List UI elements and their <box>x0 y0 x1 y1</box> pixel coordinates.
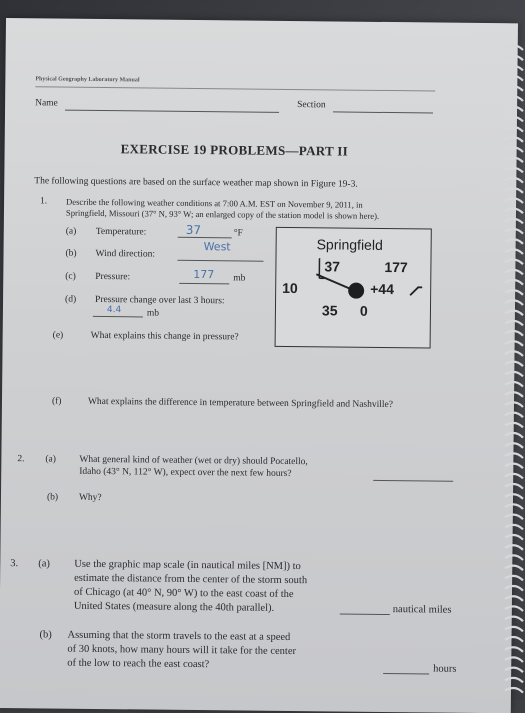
spiral-coil <box>505 219 523 224</box>
q3a-line3: of Chicago (at 40° N, 90° W) to the east coast of the <box>74 587 294 600</box>
spiral-coil <box>505 545 523 550</box>
q1d-label: (d) <box>65 295 76 305</box>
spiral-coil <box>505 280 523 285</box>
q3a-answer-line[interactable] <box>340 614 390 616</box>
q2b-label: (b) <box>47 492 58 502</box>
q1c-label: (c) <box>65 272 76 282</box>
section-label: Section <box>297 100 326 110</box>
spiral-coil <box>505 127 523 132</box>
spiral-coil <box>505 453 523 458</box>
name-label: Name <box>35 98 58 108</box>
station-circle-icon <box>348 283 364 299</box>
q3a-unit: nautical miles <box>393 604 452 616</box>
q1a-handwritten-answer: 37 <box>186 223 201 237</box>
spiral-coil <box>505 300 523 305</box>
q2b-text: Why? <box>79 493 102 503</box>
q1f-label: (f) <box>52 397 62 407</box>
manual-header: Physical Geography Laboratory Manual <box>35 76 139 83</box>
spiral-coil <box>505 198 523 203</box>
spiral-coil <box>505 637 523 642</box>
spiral-coil <box>505 392 523 397</box>
spiral-coil <box>505 158 523 163</box>
spiral-coil <box>505 260 523 265</box>
spiral-coil <box>505 341 523 346</box>
station-precip: 0 <box>360 303 368 319</box>
q3b-line2: of 30 knots, how many hours will it take for the center <box>67 644 296 657</box>
spiral-coil <box>505 433 523 438</box>
spiral-coil <box>505 331 523 336</box>
spiral-coil <box>505 596 523 601</box>
section-field-line[interactable] <box>333 111 433 113</box>
q1d-unit: mb <box>147 308 159 318</box>
q3b-answer-line[interactable] <box>383 673 429 674</box>
q3a-line1: Use the graphic map scale (in nautical miles [NM]) to <box>74 559 301 572</box>
station-temperature: 37 <box>324 258 340 274</box>
spiral-coil <box>505 413 523 418</box>
spiral-coil <box>505 362 523 367</box>
station-model-box <box>275 227 432 349</box>
spiral-coil <box>505 351 523 356</box>
spiral-coil <box>505 56 523 61</box>
spiral-coil <box>505 86 523 91</box>
q1a-unit: °F <box>234 228 243 238</box>
spiral-coil <box>505 576 523 581</box>
spiral-coil <box>505 668 523 673</box>
spiral-coil <box>505 382 523 387</box>
spiral-coil <box>505 423 523 428</box>
station-dew-point: 35 <box>322 302 338 318</box>
spiral-coil <box>505 239 523 244</box>
q3-number: 3. <box>10 558 18 569</box>
spiral-coil <box>505 270 523 275</box>
q1b-handwritten-answer: West <box>204 240 231 253</box>
spiral-coil <box>505 586 523 591</box>
q1a-text: Temperature: <box>96 227 147 238</box>
spiral-coil <box>505 688 523 693</box>
pressure-tendency-icon <box>410 287 422 295</box>
q1-text-line1: Describe the following weather conditions at 7:00 A.M. EST on November 9, 2011, in <box>66 197 363 210</box>
q1-text-line2: Springfield, Missouri (37° N, 93° W; an enlarged copy of the station model is shown here). <box>66 208 379 221</box>
spiral-coil <box>505 209 523 214</box>
worksheet-page <box>0 18 518 713</box>
q1c-unit: mb <box>233 273 245 283</box>
q2a-label: (a) <box>45 454 56 464</box>
header-rule <box>35 86 435 91</box>
spiral-coil <box>505 45 523 50</box>
spiral-coil <box>505 107 523 112</box>
spiral-coil <box>505 606 523 611</box>
q3b-line1: Assuming that the storm travels to the east at a speed <box>67 630 290 643</box>
q3a-line2: estimate the distance from the center of the storm south <box>74 573 307 586</box>
spiral-coil <box>505 504 523 509</box>
spiral-coil <box>505 627 523 632</box>
q3b-label: (b) <box>39 629 51 640</box>
spiral-coil <box>505 484 523 489</box>
q1b-text: Wind direction: <box>95 249 155 260</box>
q2a-text-line2: Idaho (43° N, 112° W), expect over the next few hours? <box>79 467 291 479</box>
q1b-answer-line[interactable] <box>177 260 263 262</box>
spiral-coil <box>505 188 523 193</box>
spiral-coil <box>505 515 523 520</box>
spiral-coil <box>505 555 523 560</box>
exercise-title: EXERCISE 19 PROBLEMS—PART II <box>121 141 349 159</box>
spiral-coil <box>505 617 523 622</box>
q1-number: 1. <box>40 196 47 206</box>
name-field-line[interactable] <box>65 110 279 113</box>
station-visibility: 10 <box>282 280 298 296</box>
spiral-coil <box>505 229 523 234</box>
q3b-unit: hours <box>433 664 456 675</box>
wind-shaft <box>316 274 352 289</box>
spiral-coil <box>505 464 523 469</box>
q1a-answer-line[interactable] <box>178 237 232 239</box>
spiral-coil <box>505 402 523 407</box>
q2-number: 2. <box>17 454 24 464</box>
q1a-label: (a) <box>66 227 77 237</box>
station-pressure: 177 <box>384 259 408 275</box>
q1c-text: Pressure: <box>95 272 130 282</box>
station-city: Springfield <box>317 236 383 253</box>
q1e-text: What explains this change in pressure? <box>91 331 239 343</box>
q3b-line3: of the low to reach the east coast? <box>67 658 209 670</box>
q1c-answer-line[interactable] <box>179 283 229 285</box>
spiral-coil <box>505 372 523 377</box>
q1e-label: (e) <box>53 331 64 341</box>
station-model-symbols <box>276 228 431 348</box>
q1d-handwritten-answer: 4.4 <box>107 305 121 315</box>
spiral-coil <box>505 178 523 183</box>
spiral-coil <box>505 566 523 571</box>
spiral-binding <box>503 40 525 700</box>
spiral-coil <box>505 117 523 122</box>
q1c-handwritten-answer: 177 <box>193 268 214 281</box>
q1f-text: What explains the difference in temperature between Springfield and Nashville? <box>88 397 393 410</box>
spiral-coil <box>505 443 523 448</box>
spiral-coil <box>505 678 523 683</box>
spiral-coil <box>505 66 523 71</box>
spiral-coil <box>505 96 523 101</box>
spiral-coil <box>505 657 523 662</box>
q3a-label: (a) <box>38 558 50 569</box>
q1b-label: (b) <box>65 249 76 259</box>
spiral-coil <box>505 137 523 142</box>
spiral-coil <box>505 474 523 479</box>
spiral-coil <box>505 76 523 81</box>
spiral-coil <box>505 147 523 152</box>
q2a-text-line1: What general kind of weather (wet or dry) should Pocatello, <box>79 455 308 467</box>
spiral-coil <box>505 168 523 173</box>
spiral-coil <box>505 321 523 326</box>
spiral-coil <box>505 647 523 652</box>
spiral-coil <box>505 494 523 499</box>
intro-text: The following questions are based on the surface weather map shown in Figure 19-3. <box>34 176 358 189</box>
q1d-answer-line[interactable] <box>93 316 143 318</box>
spiral-coil <box>505 290 523 295</box>
q1d-text: Pressure change over last 3 hours: <box>95 295 225 306</box>
spiral-coil <box>505 535 523 540</box>
spiral-coil <box>505 525 523 530</box>
q2a-answer-line[interactable] <box>373 480 453 482</box>
spiral-coil <box>505 249 523 254</box>
station-pressure-change: +44 <box>370 281 394 297</box>
q3a-line4: United States (measure along the 40th parallel). <box>74 601 274 614</box>
spiral-coil <box>505 311 523 316</box>
